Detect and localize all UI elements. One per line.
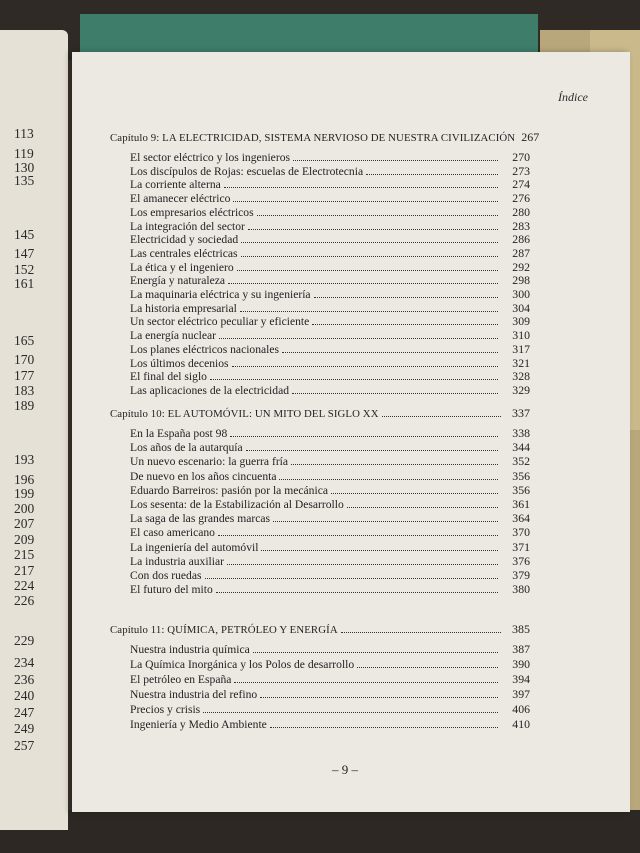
dot-leader: [230, 435, 498, 437]
chapter-page-number: 385: [512, 622, 530, 636]
toc-entry-label: Electricidad y sociedad: [130, 233, 239, 247]
toc-entry: [130, 657, 530, 672]
toc-entry-label: Con dos ruedas: [130, 569, 202, 582]
toc-entry-label: La saga de las grandes marcas: [130, 512, 271, 526]
left-page-number: 152: [14, 262, 35, 277]
left-page-number: 215: [14, 547, 35, 562]
left-page-number: 147: [14, 246, 35, 261]
toc-entry-page-number: 274: [512, 177, 530, 192]
toc-entry: [130, 672, 530, 687]
left-page-number: 229: [14, 633, 35, 648]
dot-leader: [240, 310, 498, 312]
toc-entry: [130, 642, 530, 657]
dot-leader: [312, 323, 498, 325]
toc-entry: [130, 568, 530, 583]
chapter-heading: [110, 130, 540, 145]
toc-entry-page-number: 276: [512, 191, 530, 206]
toc-entry: [130, 426, 530, 441]
toc-entry-page-number: 356: [512, 468, 530, 483]
toc-entry: [130, 702, 530, 717]
dot-leader: [232, 365, 498, 367]
dot-leader: [210, 378, 498, 380]
dot-leader: [282, 351, 498, 353]
dot-leader: [241, 241, 498, 243]
toc-entry-label: Ingeniería y Medio Ambiente: [130, 717, 267, 731]
left-page-number: 161: [14, 276, 35, 291]
left-page-number: 247: [14, 705, 35, 720]
toc-entry-label: Los planes eléctricos nacionales: [130, 342, 280, 356]
toc-entry-page-number: 310: [512, 328, 530, 343]
chapter-title: Capítulo 11: QUÍMICA, PETRÓLEO Y ENERGÍA: [110, 624, 338, 636]
chapter-title: Capítulo 10: EL AUTOMÓVIL: UN MITO DEL SIGLO XX: [110, 408, 379, 420]
dot-leader: [357, 666, 498, 668]
toc-entry: [130, 525, 530, 540]
toc-entry-page-number: 321: [512, 355, 530, 370]
dot-leader: [257, 214, 498, 216]
toc-entry-page-number: 364: [512, 511, 530, 526]
toc-entry-page-number: 287: [512, 245, 530, 260]
chapter-heading: [110, 406, 530, 421]
toc-entry-label: El sector eléctrico y los ingenieros: [130, 151, 291, 164]
toc-entry-label: El futuro del mito: [130, 583, 213, 597]
left-page: [0, 30, 68, 830]
toc-entry-page-number: 380: [512, 582, 530, 597]
page-folio: – 9 –: [332, 762, 358, 777]
toc-entry-page-number: 300: [512, 287, 530, 301]
dot-leader: [246, 449, 498, 451]
toc-entry-label: La ingeniería del automóvil: [130, 540, 259, 554]
toc-entry-page-number: 304: [512, 300, 530, 315]
toc-entry-label: Las aplicaciones de la electricidad: [130, 383, 290, 397]
toc-entry-label: Nuestra industria del refino: [130, 687, 258, 701]
toc-entry-label: De nuevo en los años cincuenta: [130, 469, 277, 483]
left-page-number: 145: [14, 227, 35, 242]
toc-entry-label: La historia empresarial: [130, 301, 237, 315]
left-page-number: 196: [14, 472, 35, 487]
toc-entry-page-number: 270: [512, 150, 530, 164]
left-page-number: 165: [14, 333, 35, 348]
left-page-number: 177: [14, 368, 35, 383]
left-page-number: 183: [14, 383, 35, 398]
toc-entry-label: En la España post 98: [130, 427, 228, 440]
chapter-page-number: 337: [512, 406, 530, 420]
left-page-number: 130: [14, 160, 35, 175]
toc-entry-label: Eduardo Barreiros: pasión por la mecánica: [130, 483, 328, 497]
dot-leader: [261, 549, 498, 551]
dot-leader: [382, 415, 501, 417]
toc-entry-page-number: 329: [512, 382, 530, 397]
dot-leader: [331, 492, 498, 494]
toc-entry-label: La ética y el ingeniero: [130, 260, 234, 274]
toc-entry-page-number: 344: [512, 440, 530, 455]
toc-entry: [130, 540, 530, 555]
left-page-number: 200: [14, 501, 35, 516]
dot-leader: [341, 631, 501, 633]
dot-leader: [291, 463, 498, 465]
left-page-number: 209: [14, 532, 35, 547]
toc-entry-label: El amanecer eléctrico: [130, 192, 231, 206]
dot-leader: [270, 726, 498, 728]
toc-entry-label: Los años de la autarquía: [130, 441, 243, 455]
left-page-number: 257: [14, 738, 35, 753]
toc-entry-page-number: 376: [512, 553, 530, 568]
left-page-number: 249: [14, 721, 35, 736]
dot-leader: [347, 506, 498, 508]
toc-entry-label: El caso americano: [130, 526, 215, 540]
dot-leader: [273, 520, 498, 522]
left-page-number: 226: [14, 593, 35, 608]
toc-entry-page-number: 371: [512, 539, 530, 554]
left-page-number: 236: [14, 672, 35, 687]
toc-entry-page-number: 352: [512, 454, 530, 469]
dot-leader: [234, 681, 498, 683]
toc-entry: [130, 469, 530, 484]
dot-leader: [292, 392, 498, 394]
toc-entry-label: Los discípulos de Rojas: escuelas de Electrotecnia: [130, 164, 364, 178]
toc-entry-page-number: 394: [512, 671, 530, 686]
background-desk: [0, 810, 640, 853]
toc-entry-page-number: 410: [512, 716, 530, 731]
dot-leader: [241, 255, 499, 257]
toc-entry-page-number: 387: [512, 642, 530, 656]
toc-entry-label: La integración del sector: [130, 219, 245, 233]
toc-entry-page-number: 397: [512, 686, 530, 701]
dot-leader: [233, 200, 498, 202]
dot-leader: [366, 173, 498, 175]
toc-entry-page-number: 309: [512, 314, 530, 329]
dot-leader: [228, 282, 498, 284]
toc-entry-page-number: 361: [512, 497, 530, 511]
toc-entry: [130, 497, 530, 512]
toc-entry: [130, 554, 530, 569]
left-page-number: 199: [14, 486, 35, 501]
toc-entry-label: Un sector eléctrico peculiar y eficiente: [130, 315, 310, 329]
dot-leader: [248, 228, 498, 230]
toc-entry-page-number: 273: [512, 163, 530, 178]
toc-entry-label: Los sesenta: de la Estabilización al Desarrollo: [130, 498, 344, 511]
toc-entry-label: Los empresarios eléctricos: [130, 205, 254, 219]
toc-entry-label: La Química Inorgánica y los Polos de desarrollo: [130, 657, 355, 671]
toc-entry-page-number: 280: [512, 204, 530, 219]
toc-entry-label: Un nuevo escenario: la guerra fría: [130, 455, 289, 469]
dot-leader: [216, 591, 498, 593]
left-page-number: 135: [14, 173, 35, 188]
toc-entry-label: La industria auxiliar: [130, 554, 225, 568]
dot-leader: [218, 534, 498, 536]
toc-entry: [130, 440, 530, 455]
toc-entry-label: El final del siglo: [130, 370, 207, 384]
toc-entry-label: Nuestra industria química: [130, 643, 250, 656]
toc-entry-page-number: 390: [512, 656, 530, 671]
dot-leader: [314, 296, 498, 298]
dot-leader: [203, 711, 498, 713]
toc-entry: [130, 687, 530, 702]
toc-entry: [130, 582, 530, 597]
dot-leader: [227, 563, 498, 565]
toc-entry-page-number: 292: [512, 259, 530, 274]
toc-entry: [130, 483, 530, 498]
dot-leader: [293, 159, 498, 161]
left-page-number: 217: [14, 563, 35, 578]
chapter-page-number: 267: [521, 130, 540, 144]
toc-entry-page-number: 317: [512, 341, 530, 356]
toc-entry-label: Las centrales eléctricas: [130, 246, 238, 260]
toc-entry-page-number: 356: [512, 482, 530, 497]
left-page-number: 119: [14, 146, 34, 161]
left-page-number: 240: [14, 688, 35, 703]
toc-entry-page-number: 338: [512, 426, 530, 440]
left-page-number: 113: [14, 126, 34, 141]
toc-entry-page-number: 298: [512, 273, 530, 288]
toc-entry: [130, 717, 530, 732]
index-page: [72, 52, 630, 812]
dot-leader: [224, 186, 498, 188]
toc-entry-label: Precios y crisis: [130, 702, 201, 716]
toc-entry-page-number: 406: [512, 701, 530, 716]
running-head: Índice: [558, 90, 588, 104]
toc-entry: [130, 454, 530, 469]
left-page-number: 189: [14, 398, 35, 413]
left-page-number: 207: [14, 516, 35, 531]
toc-entry-label: Los últimos decenios: [130, 356, 229, 370]
dot-leader: [279, 478, 498, 480]
toc-entry-label: La corriente alterna: [130, 178, 221, 192]
toc-entry-page-number: 283: [512, 218, 530, 233]
toc-entry-label: La energía nuclear: [130, 329, 217, 343]
dot-leader: [205, 577, 499, 579]
toc-entry-label: Energía y naturaleza: [130, 274, 226, 288]
chapter-title: Capítulo 9: LA ELECTRICIDAD, SISTEMA NERVIOSO DE NUESTRA CIVILIZACIÓN: [110, 132, 516, 144]
toc-entry-page-number: 328: [512, 369, 530, 384]
left-page-number: 170: [14, 352, 35, 367]
dot-leader: [260, 696, 498, 698]
toc-entry-page-number: 379: [512, 568, 530, 582]
toc-entry: [130, 383, 530, 398]
dot-leader: [219, 337, 498, 339]
toc-entry: [130, 511, 530, 526]
toc-entry-page-number: 370: [512, 525, 530, 540]
dot-leader: [237, 269, 498, 271]
left-page-number: 193: [14, 452, 35, 467]
chapter-heading: [110, 622, 530, 637]
left-page-number: 224: [14, 578, 35, 593]
toc-entry-page-number: 286: [512, 232, 530, 247]
toc-entry-label: El petróleo en España: [130, 672, 232, 686]
left-page-number: 234: [14, 655, 35, 670]
dot-leader: [253, 651, 498, 653]
toc-entry-label: La maquinaria eléctrica y su ingeniería: [130, 288, 311, 301]
